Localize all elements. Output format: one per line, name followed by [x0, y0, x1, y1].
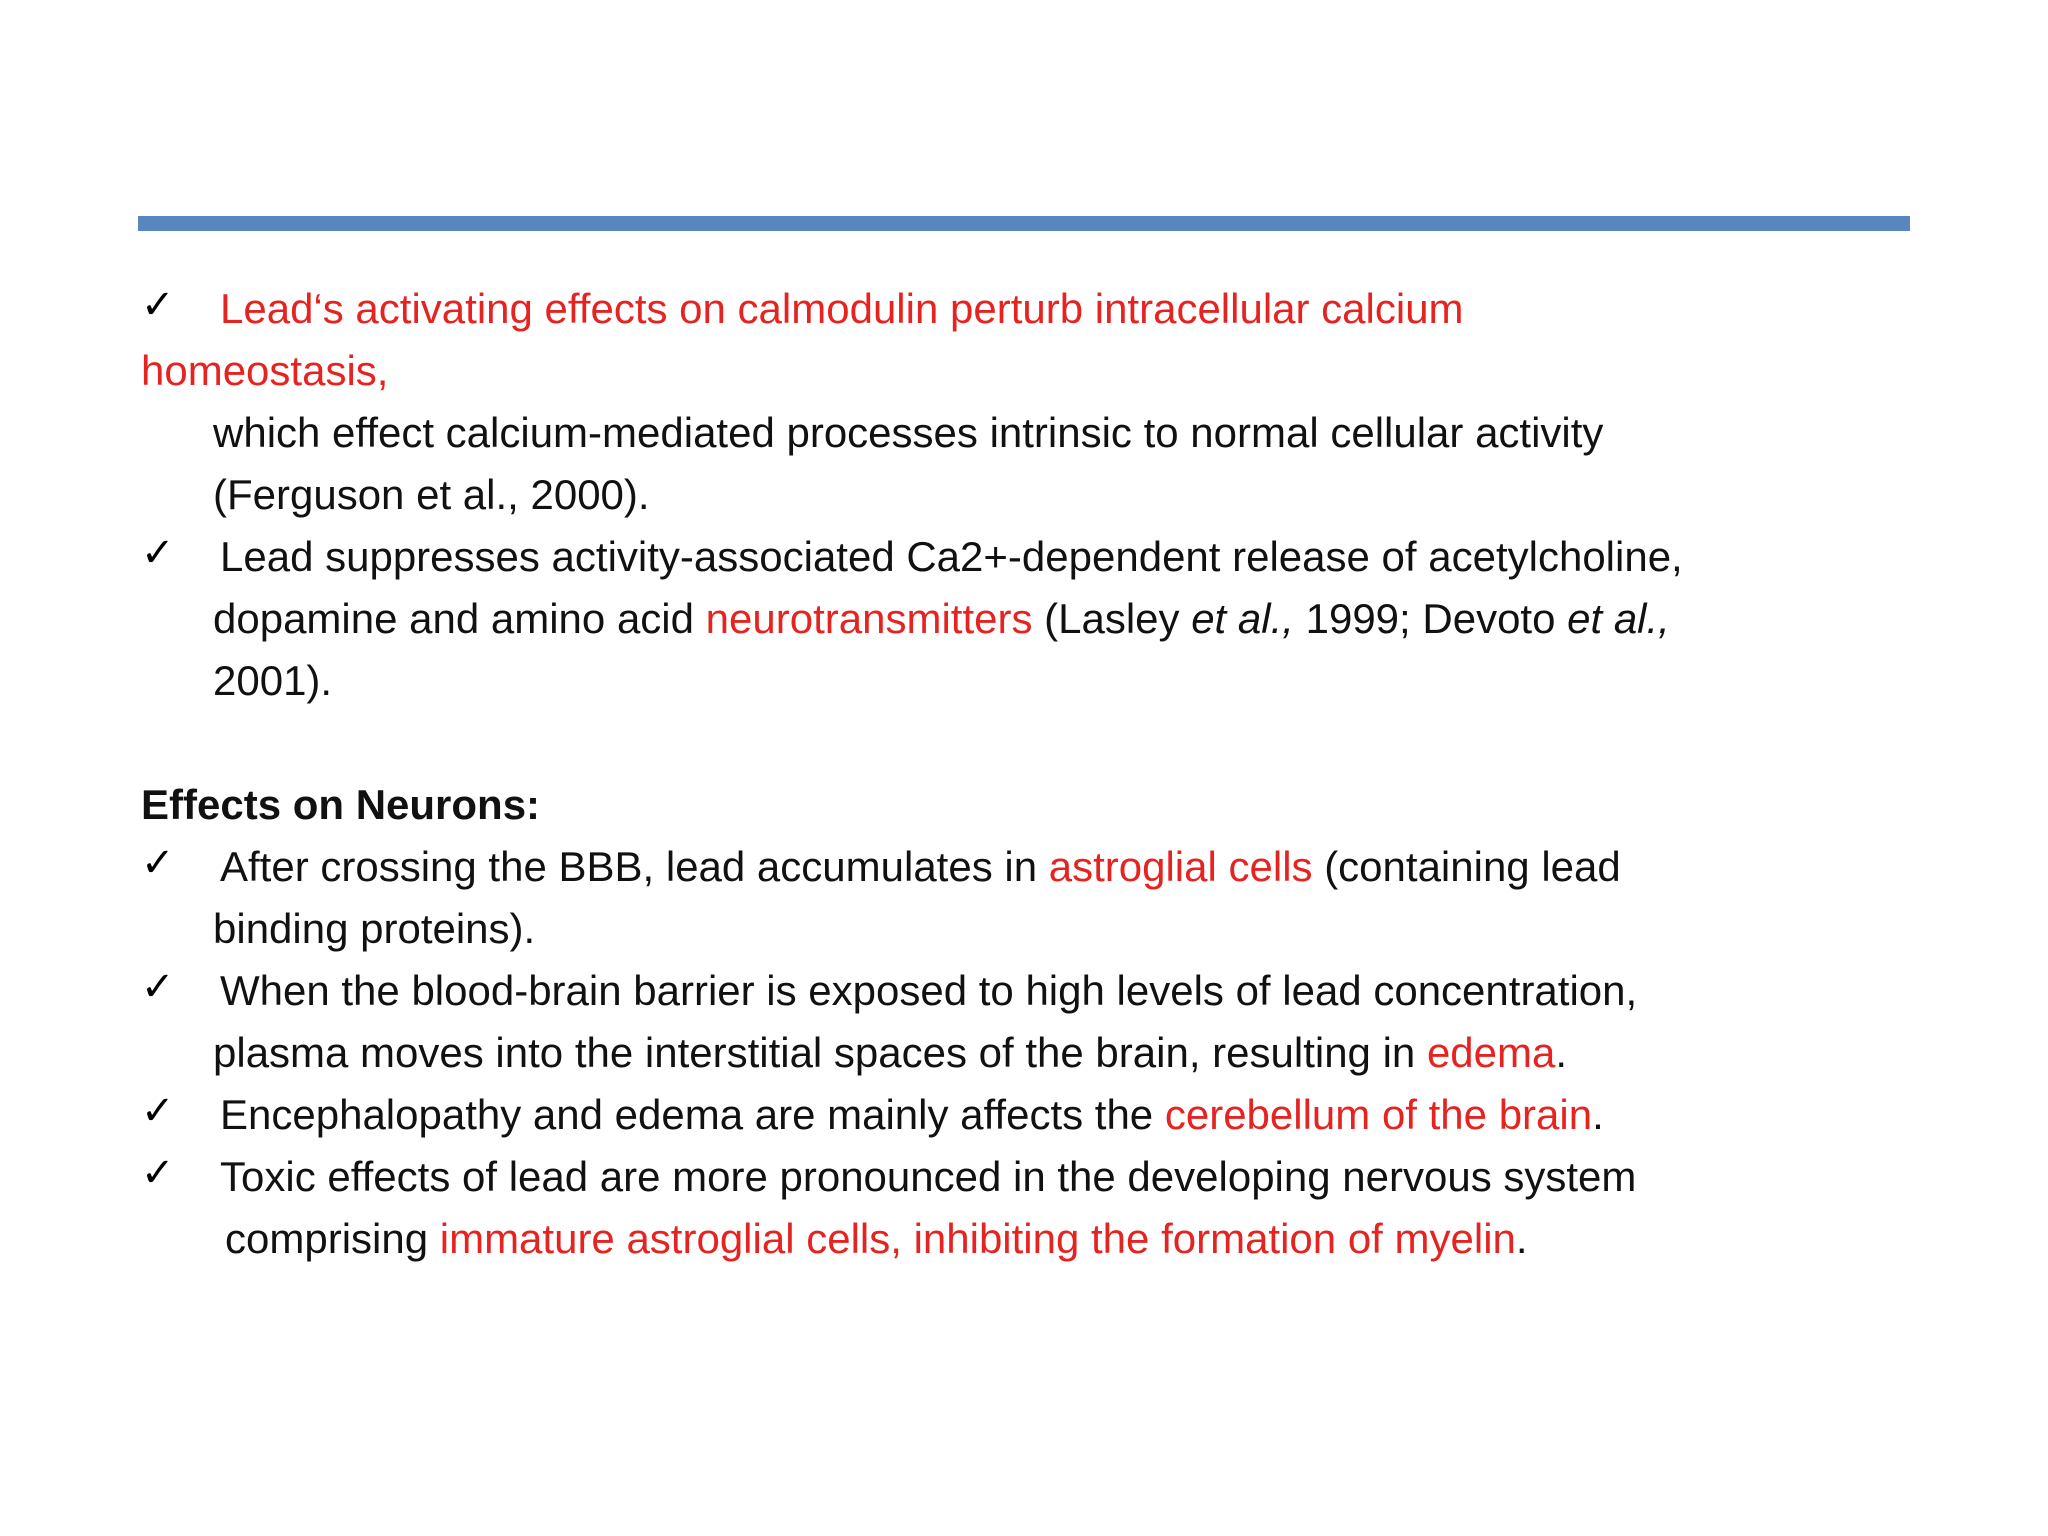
- bullet-4-line-2: [141, 1022, 1941, 1084]
- bullet-6-line-2: [141, 1208, 1941, 1270]
- bullet-1-line-2: [141, 340, 1941, 402]
- bullet-3-text-cont: binding proteins).: [213, 905, 536, 952]
- bullet-2-line-3: [141, 650, 1941, 712]
- slide-body: [141, 278, 1941, 1270]
- checkmark-icon: ✓: [141, 1150, 175, 1196]
- checkmark-icon: ✓: [141, 282, 175, 328]
- bullet-1-line-1: [141, 278, 1941, 340]
- bullet-2-text-cont: dopamine and amino acid neurotransmitters (Lasley et al., 1999; Devoto et al.,: [213, 595, 1670, 642]
- bullet-6-text-cont: comprising immature astroglial cells, inhibiting the formation of myelin.: [225, 1215, 1528, 1262]
- bullet-2-highlight: neurotransmitters: [705, 595, 1033, 642]
- checkmark-icon: ✓: [141, 1088, 175, 1134]
- bullet-4-highlight: edema: [1426, 1029, 1556, 1076]
- bullet-5-line-1: [141, 1084, 1941, 1146]
- bullet-4-line-1: [141, 960, 1941, 1022]
- checkmark-icon: ✓: [141, 530, 175, 576]
- bullet-2-line-2: [141, 588, 1941, 650]
- bullet-1-line-3: [141, 402, 1941, 464]
- bullet-6-line-1: [141, 1146, 1941, 1208]
- bullet-3-highlight: astroglial cells: [1048, 843, 1313, 890]
- bullet-4-text-cont: plasma moves into the interstitial spaces of the brain, resulting in edema.: [213, 1029, 1568, 1076]
- bullet-5-highlight: cerebellum of the brain: [1164, 1091, 1593, 1138]
- bullet-6-text: Toxic effects of lead are more pronounced in the developing nervous system: [220, 1153, 1637, 1200]
- spacer: [141, 712, 1941, 774]
- bullet-3-text: After crossing the BBB, lead accumulates in astroglial cells (containing lead: [220, 843, 1621, 890]
- bullet-3-line-1: [141, 836, 1941, 898]
- bullet-3-line-2: [141, 898, 1941, 960]
- bullet-1-line-4: [141, 464, 1941, 526]
- bullet-4-text: When the blood-brain barrier is exposed to high levels of lead concentration,: [220, 967, 1638, 1014]
- bullet-1-text: which effect calcium-mediated processes intrinsic to normal cellular activity: [213, 409, 1604, 456]
- bullet-6-highlight: immature astroglial cells, inhibiting the formation of myelin: [439, 1215, 1516, 1262]
- bullet-1-highlight-cont: homeostasis,: [141, 347, 389, 394]
- checkmark-icon: ✓: [141, 964, 175, 1010]
- bullet-2-citation: 2001).: [213, 657, 333, 704]
- bullet-1-highlight: Lead‘s activating effects on calmodulin perturb intracellular calcium: [220, 285, 1464, 332]
- section-heading: Effects on Neurons:: [141, 781, 541, 828]
- bullet-2-text: Lead suppresses activity-associated Ca2+-dependent release of acetylcholine,: [220, 533, 1683, 580]
- bullet-1-citation: (Ferguson et al., 2000).: [213, 471, 650, 518]
- bullet-5-text: Encephalopathy and edema are mainly affects the cerebellum of the brain.: [220, 1091, 1604, 1138]
- header-rule: [138, 216, 1910, 231]
- bullet-2-line-1: [141, 526, 1941, 588]
- checkmark-icon: ✓: [141, 840, 175, 886]
